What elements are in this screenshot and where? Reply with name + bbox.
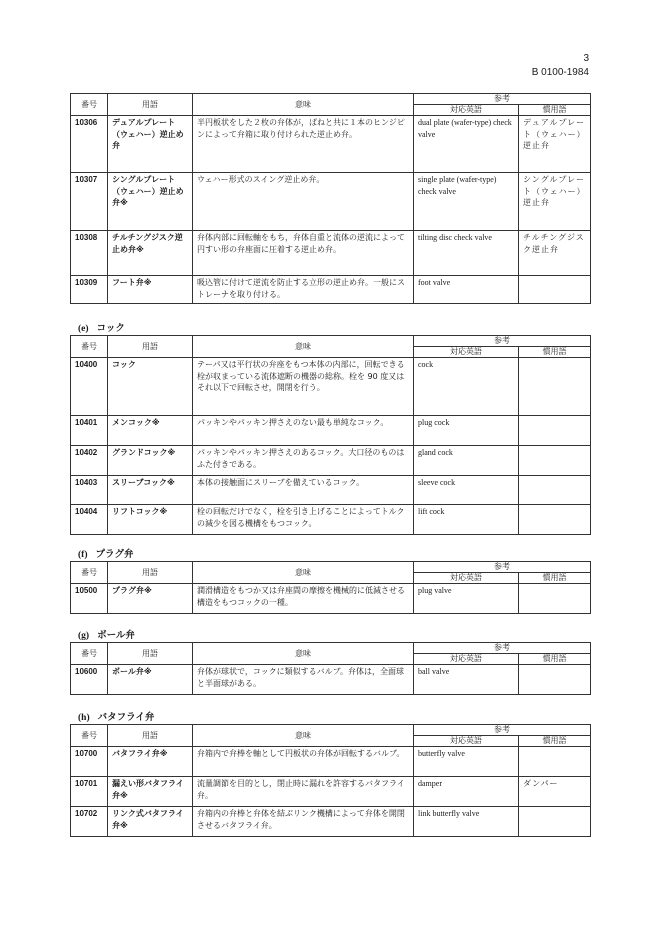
standard-number: B 0100-1984 xyxy=(531,67,589,78)
section-heading-cock: (e) コック xyxy=(78,323,125,334)
term-name: ボール弁※ xyxy=(108,665,193,695)
term-number: 10600 xyxy=(71,665,108,695)
term-customary xyxy=(519,446,591,476)
term-meaning: パッキンやパッキン押さえのない最も単純なコック。 xyxy=(193,416,414,446)
col-header-reference: 参考 xyxy=(414,336,591,347)
term-meaning: テーパ又は平行状の弁座をもつ本体の内部に，回転できる栓が収まっている流体遮断の機器の総称。栓を 90 度又はそれ以下で回転させ，開閉を行う。 xyxy=(193,358,414,416)
term-customary xyxy=(519,747,591,777)
terms-table-ball-valve xyxy=(70,642,591,695)
term-meaning: 本体の接触面にスリーブを備えているコック。 xyxy=(193,476,414,505)
col-header-reference: 参考 xyxy=(414,725,591,736)
table-row xyxy=(71,584,591,614)
term-meaning: パッキンやパッキン押さえのあるコック。大口径のものはふた付きである。 xyxy=(193,446,414,476)
col-header-english: 対応英語 xyxy=(414,105,519,116)
term-meaning: 潤滑構造をもつか又は弁座間の摩擦を機械的に低減させる構造をもつコックの一種。 xyxy=(193,584,414,614)
table-row xyxy=(71,665,591,695)
term-english: butterfly valve xyxy=(414,747,519,777)
col-header-meaning: 意味 xyxy=(193,725,414,747)
term-number: 10400 xyxy=(71,358,108,416)
col-header-meaning: 意味 xyxy=(193,94,414,116)
section-heading-plug-valve: (f) プラグ弁 xyxy=(78,549,134,560)
col-header-reference: 参考 xyxy=(414,643,591,654)
term-customary xyxy=(519,276,591,304)
term-customary xyxy=(519,584,591,614)
term-meaning: 弁体が球状で，コックに類似するバルブ。弁体は，全面球と半面球がある。 xyxy=(193,665,414,695)
term-name: グランドコック※ xyxy=(108,446,193,476)
term-english: ball valve xyxy=(414,665,519,695)
term-english: foot valve xyxy=(414,276,519,304)
col-header-reference: 参考 xyxy=(414,562,591,573)
term-meaning: 栓の回転だけでなく，栓を引き上げることによってトルクの減少を図る機構をもつコック。 xyxy=(193,505,414,535)
term-number: 10404 xyxy=(71,505,108,535)
term-name: チルチングジスク逆止め弁※ xyxy=(108,231,193,276)
term-number: 10701 xyxy=(71,777,108,807)
table-row xyxy=(71,807,591,837)
col-header-meaning: 意味 xyxy=(193,336,414,358)
col-header-english: 対応英語 xyxy=(414,654,519,665)
term-customary: ダンパー xyxy=(519,777,591,807)
table-row xyxy=(71,416,591,446)
term-customary: シングルプレート（ウェハー）逆止弁 xyxy=(519,173,591,231)
term-english: link butterfly valve xyxy=(414,807,519,837)
col-header-customary: 慣用語 xyxy=(519,654,591,665)
col-header-term: 用語 xyxy=(108,725,193,747)
terms-table-cock xyxy=(70,335,591,535)
table-row xyxy=(71,505,591,535)
term-name: 漏えい形バタフライ弁※ xyxy=(108,777,193,807)
page-header xyxy=(532,52,589,80)
term-english: lift cock xyxy=(414,505,519,535)
term-english: dual plate (wafer-type) check valve xyxy=(414,116,519,173)
table-row xyxy=(71,777,591,807)
term-name: デュアルプレート（ウェハー）逆止め弁 xyxy=(108,116,193,173)
col-header-number: 番号 xyxy=(71,725,108,747)
term-customary xyxy=(519,807,591,837)
term-customary xyxy=(519,416,591,446)
table-row xyxy=(71,231,591,276)
term-meaning: 弁箱内で弁棒を軸として円板状の弁体が回転するバルブ。 xyxy=(193,747,414,777)
term-name: コック xyxy=(108,358,193,416)
term-english: cock xyxy=(414,358,519,416)
col-header-number: 番号 xyxy=(71,562,108,584)
col-header-number: 番号 xyxy=(71,336,108,358)
term-number: 10700 xyxy=(71,747,108,777)
term-name: フート弁※ xyxy=(108,276,193,304)
term-number: 10402 xyxy=(71,446,108,476)
col-header-term: 用語 xyxy=(108,94,193,116)
term-number: 10500 xyxy=(71,584,108,614)
term-number: 10702 xyxy=(71,807,108,837)
col-header-customary: 慣用語 xyxy=(519,573,591,584)
term-number: 10306 xyxy=(71,116,108,173)
table-row xyxy=(71,476,591,505)
term-meaning: ウェハー形式のスイング逆止め弁。 xyxy=(193,173,414,231)
term-english: damper xyxy=(414,777,519,807)
table-row xyxy=(71,173,591,231)
section-heading-ball-valve: (g) ボール弁 xyxy=(78,630,135,641)
col-header-customary: 慣用語 xyxy=(519,347,591,358)
term-customary xyxy=(519,505,591,535)
col-header-number: 番号 xyxy=(71,643,108,665)
terms-table-check-valves xyxy=(70,93,591,304)
col-header-reference: 参考 xyxy=(414,94,591,105)
table-row xyxy=(71,747,591,777)
term-english: single plate (wafer-type) check valve xyxy=(414,173,519,231)
page-number: 3 xyxy=(583,53,589,64)
term-customary xyxy=(519,476,591,505)
term-number: 10401 xyxy=(71,416,108,446)
term-meaning: 半円板状をした２枚の弁体が，ばねと共に１本のヒンジピンによって弁箱に取り付けられた逆止め弁。 xyxy=(193,116,414,173)
col-header-customary: 慣用語 xyxy=(519,105,591,116)
table-row xyxy=(71,116,591,173)
term-meaning: 弁箱内の弁棒と弁体を結ぶリンク機構によって弁体を開閉させるバタフライ弁。 xyxy=(193,807,414,837)
term-meaning: 流量調節を目的とし，閉止時に漏れを許容するバタフライ弁。 xyxy=(193,777,414,807)
term-meaning: 吸込管に付けて逆流を防止する立形の逆止め弁。一般にストレーナを取り付ける。 xyxy=(193,276,414,304)
term-name: シングルプレート（ウェハー）逆止め弁※ xyxy=(108,173,193,231)
term-name: リフトコック※ xyxy=(108,505,193,535)
term-number: 10309 xyxy=(71,276,108,304)
col-header-english: 対応英語 xyxy=(414,347,519,358)
col-header-english: 対応英語 xyxy=(414,736,519,747)
term-name: メンコック※ xyxy=(108,416,193,446)
col-header-term: 用語 xyxy=(108,562,193,584)
term-customary xyxy=(519,358,591,416)
col-header-meaning: 意味 xyxy=(193,562,414,584)
section-heading-butterfly-valve: (h) バタフライ弁 xyxy=(78,712,155,723)
term-english: plug valve xyxy=(414,584,519,614)
term-customary xyxy=(519,665,591,695)
term-number: 10403 xyxy=(71,476,108,505)
col-header-customary: 慣用語 xyxy=(519,736,591,747)
col-header-meaning: 意味 xyxy=(193,643,414,665)
term-english: gland cock xyxy=(414,446,519,476)
table-row xyxy=(71,446,591,476)
col-header-term: 用語 xyxy=(108,336,193,358)
term-number: 10308 xyxy=(71,231,108,276)
terms-table-plug-valve xyxy=(70,561,591,614)
col-header-english: 対応英語 xyxy=(414,573,519,584)
table-row xyxy=(71,276,591,304)
table-row xyxy=(71,358,591,416)
term-meaning: 弁体内部に回転軸をもち，弁体自重と流体の逆流によって円すい形の弁座面に圧着する逆止め弁。 xyxy=(193,231,414,276)
terms-table-butterfly-valve xyxy=(70,724,591,837)
term-name: リンク式バタフライ弁※ xyxy=(108,807,193,837)
col-header-term: 用語 xyxy=(108,643,193,665)
term-name: スリーブコック※ xyxy=(108,476,193,505)
term-name: バタフライ弁※ xyxy=(108,747,193,777)
term-name: プラグ弁※ xyxy=(108,584,193,614)
term-english: plug cock xyxy=(414,416,519,446)
term-english: tilting disc check valve xyxy=(414,231,519,276)
term-english: sleeve cock xyxy=(414,476,519,505)
term-number: 10307 xyxy=(71,173,108,231)
term-customary: チルチングジスク逆止弁 xyxy=(519,231,591,276)
term-customary: デュアルプレート（ウェハー）逆止弁 xyxy=(519,116,591,173)
col-header-number: 番号 xyxy=(71,94,108,116)
